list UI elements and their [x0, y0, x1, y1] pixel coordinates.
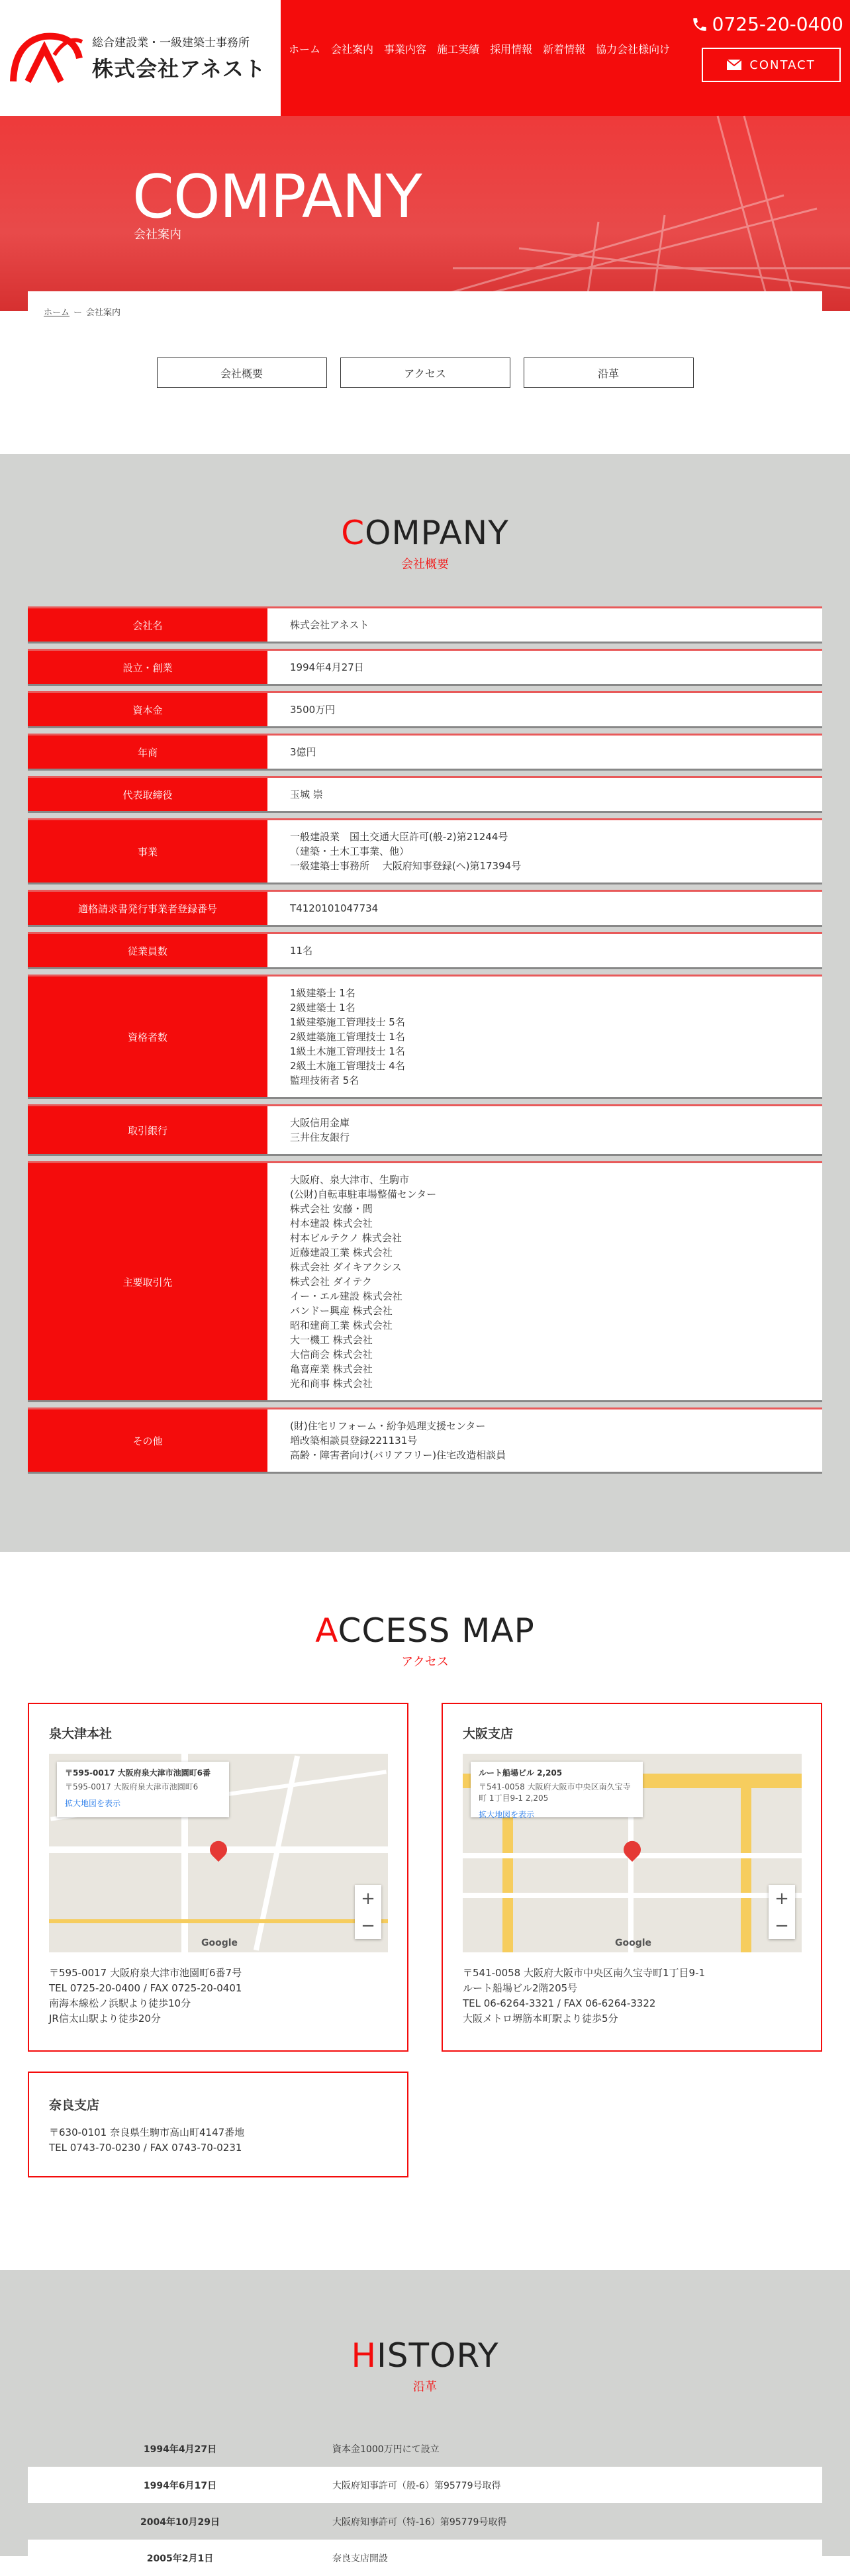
office-address: 〒595-0017 大阪府泉大津市池園町6番7号 TEL 0725-20-0400 / FAX 0725-20-0401 南海本線松ノ浜駅より徒歩10分 JR信太山駅より徒歩20分 — [49, 1967, 242, 2025]
company-row-label: 従業員数 — [28, 934, 267, 967]
logo-mark-icon — [8, 28, 84, 88]
map-infobox — [57, 1762, 229, 1817]
hero-title: COMPANY — [132, 162, 422, 232]
history-date: 2005年2月1日 — [146, 2553, 214, 2564]
office-map[interactable] — [463, 1754, 802, 1952]
history-event: 資本金1000万円にて設立 — [332, 2444, 440, 2455]
zoom-in-icon[interactable]: + — [775, 1888, 789, 1909]
company-row-label: 代表取締役 — [28, 778, 267, 811]
company-row-value: 3億円 — [290, 746, 316, 758]
map-info-sub: 〒595-0017 大阪府泉大津市池園町6 — [65, 1782, 199, 1791]
nav-home[interactable]: ホーム — [289, 43, 321, 56]
company-row-value: 株式会社アネスト — [290, 619, 369, 631]
contact-label: CONTACT — [749, 58, 816, 72]
google-logo: Google — [201, 1938, 238, 1948]
company-row-value: 3500万円 — [290, 704, 336, 716]
main-nav — [289, 41, 670, 56]
nav-works[interactable]: 施工実績 — [437, 43, 480, 56]
company-row — [28, 818, 822, 884]
company-row — [28, 649, 822, 686]
map-zoom-controls — [355, 1885, 381, 1939]
phone-icon — [691, 16, 708, 33]
company-row-label: 資本金 — [28, 693, 267, 726]
office-card-osaka — [442, 1703, 822, 2052]
company-row — [28, 691, 822, 728]
company-row-value: 大阪信用金庫 三井住友銀行 — [290, 1117, 350, 1143]
company-subtitle: 会社概要 — [401, 557, 449, 571]
map-zoom-controls — [769, 1885, 795, 1939]
company-table — [28, 606, 822, 1474]
office-map[interactable] — [49, 1754, 388, 1952]
breadcrumb — [28, 291, 822, 331]
map-large-link[interactable]: 拡大地図を表示 — [479, 1810, 535, 1819]
history-section — [0, 2270, 850, 2564]
nav-news[interactable]: 新着情報 — [543, 43, 586, 56]
breadcrumb-current: 会社案内 — [86, 307, 121, 318]
company-row — [28, 734, 822, 771]
tel-number: 0725-20-0400 — [712, 13, 843, 35]
zoom-in-icon[interactable]: + — [361, 1888, 375, 1909]
company-row — [28, 890, 822, 927]
history-date: 1994年6月17日 — [143, 2480, 217, 2491]
history-event: 大阪府知事許可（般-6）第95779号取得 — [332, 2480, 501, 2491]
nav-partners[interactable]: 協力会社様向け — [596, 43, 671, 56]
hero-banner — [0, 116, 850, 311]
company-row — [28, 932, 822, 969]
logo-company-name: 株式会社アネスト — [92, 56, 266, 81]
company-row — [28, 776, 822, 813]
company-row-value: 1級建築士 1名 2級建築士 1名 1級建築施工管理技士 5名 2級建築施工管理技士 1名 1級土木施工管理技士 1名 2級土木施工管理技士 4名 監理技術者 5名 — [290, 987, 405, 1086]
breadcrumb-separator: ー — [73, 307, 83, 318]
office-name: 泉大津本社 — [49, 1727, 113, 1741]
office-name: 奈良支店 — [49, 2098, 100, 2113]
map-info-title: 〒595-0017 大阪府泉大津市池園町6番 — [65, 1768, 211, 1778]
google-logo: Google — [615, 1938, 652, 1948]
map-infobox — [471, 1762, 643, 1817]
zoom-out-icon[interactable]: − — [775, 1915, 789, 1936]
map-large-link[interactable]: 拡大地図を表示 — [65, 1799, 121, 1808]
map-info-title: ルート船場ビル 2,205 — [479, 1768, 563, 1778]
history-date: 2004年10月29日 — [140, 2516, 220, 2528]
company-row — [28, 1104, 822, 1156]
history-title: HISTORY — [351, 2336, 499, 2375]
header-tel[interactable] — [691, 13, 843, 35]
company-row-label: 事業 — [28, 820, 267, 883]
tab-overview[interactable]: 会社概要 — [157, 358, 327, 388]
company-row-label: 資格者数 — [28, 977, 267, 1097]
history-row — [28, 2467, 822, 2503]
company-row-label: 適格請求書発行事業者登録番号 — [28, 892, 267, 925]
company-row-value: 11名 — [290, 945, 313, 957]
access-subtitle: アクセス — [401, 1655, 449, 1669]
company-title: COMPANY — [341, 514, 509, 552]
nav-recruit[interactable]: 採用情報 — [490, 43, 533, 56]
history-row — [28, 2430, 822, 2467]
company-row-value: T4120101047734 — [290, 902, 379, 914]
logo[interactable] — [0, 0, 281, 116]
hero-subtitle: 会社案内 — [134, 228, 181, 242]
history-subtitle: 沿革 — [413, 2380, 437, 2394]
company-row — [28, 1161, 822, 1402]
company-row-value: 一般建設業 国土交通大臣許可(般-2)第21244号 （建築・土木工事業、他） 一級建築士事務所 大阪府知事登録(ヘ)第17394号 — [290, 831, 522, 872]
company-row-label: 年商 — [28, 736, 267, 769]
company-row-label: 主要取引先 — [28, 1163, 267, 1400]
company-row-label: その他 — [28, 1409, 267, 1472]
company-row — [28, 975, 822, 1099]
company-row-label: 設立・創業 — [28, 651, 267, 684]
history-table — [28, 2430, 822, 2576]
zoom-out-icon[interactable]: − — [361, 1915, 375, 1936]
history-row — [28, 2503, 822, 2540]
company-section — [0, 454, 850, 1552]
breadcrumb-home[interactable]: ホーム — [44, 307, 70, 318]
contact-button[interactable] — [702, 48, 841, 82]
map-pin-icon[interactable] — [207, 1837, 231, 1862]
office-address: 〒630-0101 奈良県生駒市高山町4147番地 TEL 0743-70-0230 / FAX 0743-70-0231 — [49, 2126, 245, 2154]
history-event: 大阪府知事許可（特-16）第95779号取得 — [332, 2516, 507, 2528]
tab-history[interactable]: 沿革 — [524, 358, 694, 388]
company-row-value: (財)住宅リフォーム・紛争処理支援センター 増改築相談員登録221131号 高齢・障害者向け(バリアフリー)住宅改造相談員 — [290, 1420, 506, 1461]
map-info-sub: 〒541-0058 大阪府大阪市中央区南久宝寺町 1丁目9-1 2,205 — [479, 1782, 631, 1803]
history-date: 1994年4月27日 — [143, 2444, 217, 2455]
access-title: ACCESS MAP — [315, 1611, 535, 1650]
tab-access[interactable]: アクセス — [340, 358, 510, 388]
mail-icon — [727, 60, 741, 70]
company-row — [28, 606, 822, 644]
company-row-label: 会社名 — [28, 608, 267, 642]
access-section — [0, 1552, 850, 2270]
office-card-nara — [28, 2072, 408, 2177]
history-event: 奈良支店開設 — [332, 2553, 388, 2564]
nav-area — [281, 0, 850, 116]
company-row-value: 大阪府、泉大津市、生駒市 (公財)自転車駐車場整備センター 株式会社 安藤・間 村本建設 株式会社 村本ビルテクノ 株式会社 近藤建設工業 株式会社 株式会社 ダイキアクシス 株式会社 ダイテク イー・エル建設 株式会社 バンドー興産 株式会社 昭和建商工業 株式会社 大一機工 株式会社 大信商会 株式会社 亀喜産業 株式会社 光和商事 株式会社 — [290, 1174, 437, 1390]
nav-company[interactable]: 会社案内 — [331, 43, 374, 56]
office-address: 〒541-0058 大阪府大阪市中央区南久宝寺町1丁目9-1 ルート船場ビル2階205号 TEL 06-6264-3321 / FAX 06-6264-3322 大阪メトロ堺筋本町駅より徒歩5分 — [463, 1967, 706, 2025]
page-tabs — [0, 358, 850, 388]
office-name: 大阪支店 — [463, 1727, 514, 1741]
site-header — [0, 0, 850, 116]
nav-business[interactable]: 事業内容 — [384, 43, 427, 56]
history-row — [28, 2540, 822, 2576]
logo-subtitle: 総合建設業・一級建築士事務所 — [92, 36, 250, 50]
company-row-label: 取引銀行 — [28, 1106, 267, 1154]
company-row — [28, 1407, 822, 1474]
company-row-value: 1994年4月27日 — [290, 661, 364, 673]
office-card-izumiotsu — [28, 1703, 408, 2052]
company-row-value: 玉城 崇 — [290, 788, 323, 800]
